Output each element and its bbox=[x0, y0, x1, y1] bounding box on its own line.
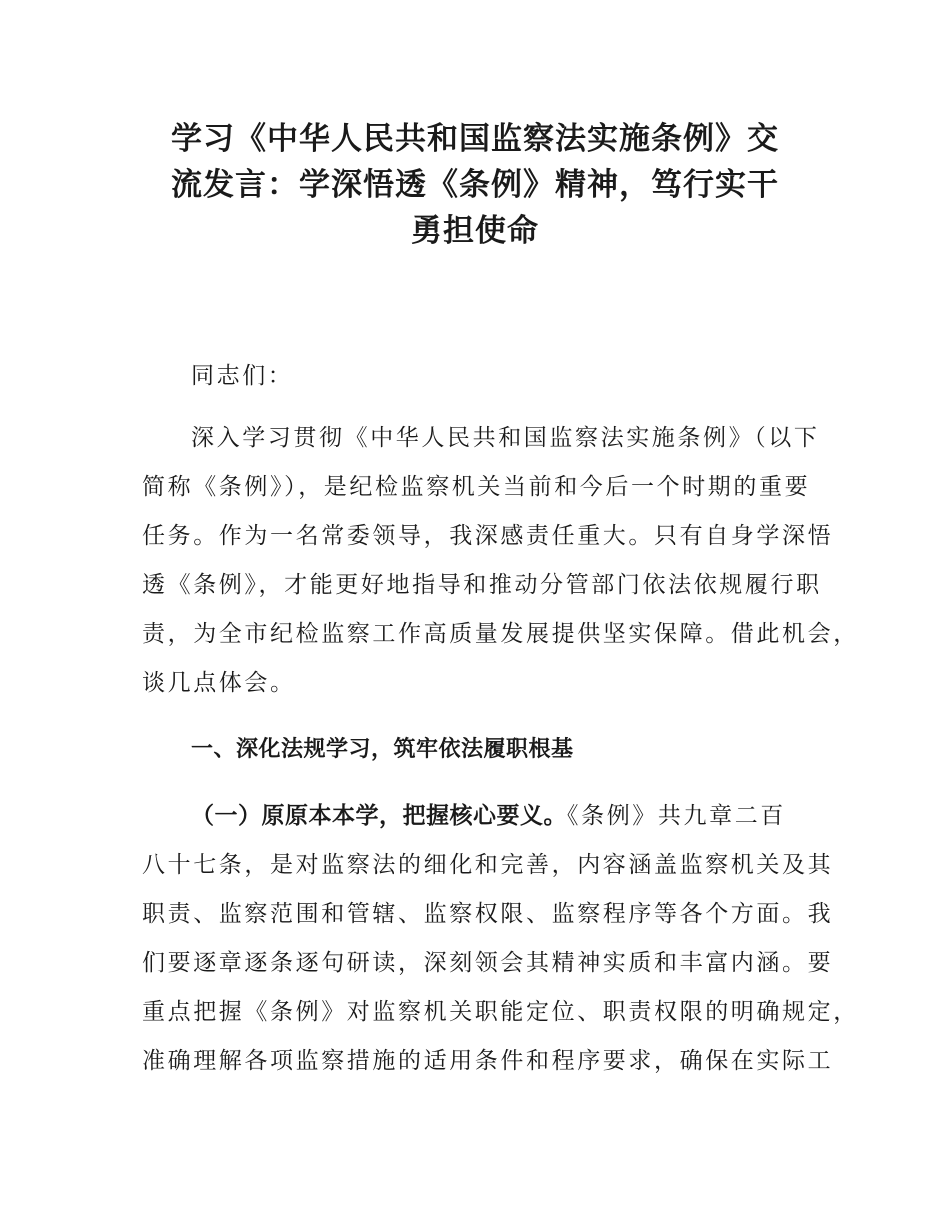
intro-paragraph bbox=[142, 414, 859, 708]
greeting-text: 同志们： bbox=[191, 363, 294, 389]
greeting bbox=[142, 352, 812, 401]
paragraph-line: 八十七条，是对监察法的细化和完善，内容涵盖监察机关及其 bbox=[142, 852, 834, 878]
paragraph-line: 们要逐章逐条逐句研读，深刻领会其精神实质和丰富内涵。要 bbox=[142, 950, 834, 976]
document-title bbox=[140, 116, 810, 254]
section-heading: 一、深化法规学习，筑牢依法履职根基 bbox=[191, 737, 574, 762]
subsection-paragraph bbox=[142, 792, 859, 1086]
paragraph-line: 责，为全市纪检监察工作高质量发展提供坚实保障。借此机会， bbox=[142, 621, 859, 647]
title-line: 勇担使命 bbox=[411, 213, 539, 249]
title-line: 学习《中华人民共和国监察法实施条例》交 bbox=[171, 121, 779, 157]
title-line: 流发言：学深悟透《条例》精神，笃行实干 bbox=[171, 167, 779, 203]
paragraph-line: 深入学习贯彻《中华人民共和国监察法实施条例》（以下 bbox=[191, 425, 820, 451]
paragraph-line: 任务。作为一名常委领导，我深感责任重大。只有自身学深悟 bbox=[142, 523, 834, 549]
paragraph-line: 重点把握《条例》对监察机关职能定位、职责权限的明确规定， bbox=[142, 999, 859, 1025]
paragraph-line: 透《条例》，才能更好地指导和推动分管部门依法依规履行职 bbox=[142, 572, 822, 598]
paragraph-line bbox=[142, 792, 812, 841]
paragraph-line: 职责、监察范围和管辖、监察权限、监察程序等各个方面。我 bbox=[142, 901, 834, 927]
paragraph-line: 简称《条例》），是纪检监察机关当前和今后一个时期的重要 bbox=[142, 474, 811, 500]
paragraph-line: 谈几点体会。 bbox=[142, 670, 296, 696]
subsection-heading: （一）原原本本学，把握核心要义。 bbox=[191, 803, 567, 829]
paragraph-text: 《条例》共九章二百 bbox=[567, 803, 786, 829]
paragraph-line: 准确理解各项监察措施的适用条件和程序要求，确保在实际工 bbox=[142, 1048, 834, 1074]
